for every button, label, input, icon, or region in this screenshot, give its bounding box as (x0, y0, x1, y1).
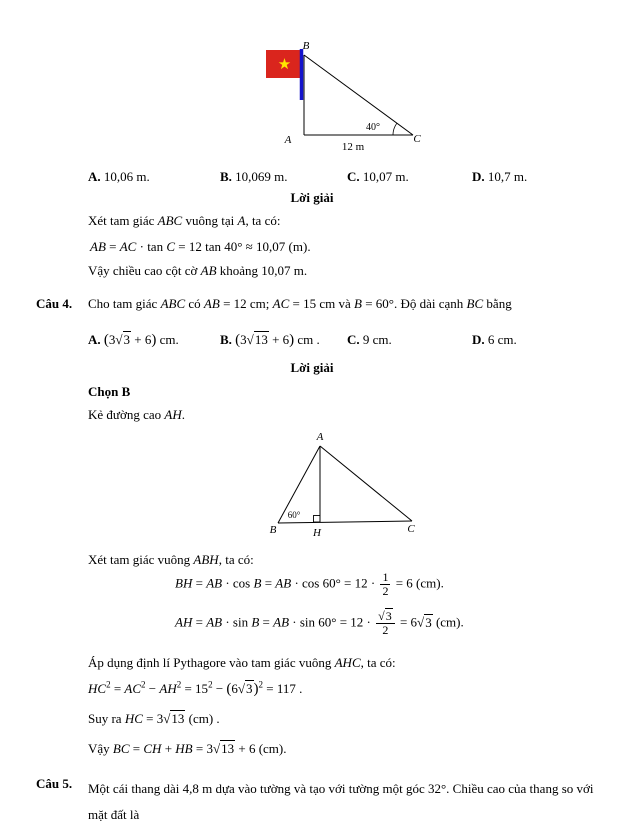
option-letter: D. (472, 332, 485, 347)
vertex-label-C: C (413, 133, 421, 145)
option-text: 10,06 m. (103, 169, 150, 184)
option-letter: D. (472, 169, 485, 184)
q3-solution-line1: Xét tam giác ABC vuông tại A, ta có: (88, 213, 281, 228)
vertex-label-B: B (302, 40, 310, 52)
q4-draw-altitude-line: Kẻ đường cao AH. (88, 407, 185, 422)
q3-answer-c (347, 169, 409, 185)
q4-answer-a (88, 332, 179, 349)
option-text: (3√3 + 6) cm. (103, 332, 179, 348)
vertex-label-B: B (269, 524, 277, 536)
q4-suyra-line: Suy ra HC = 3√13 (cm) . (88, 711, 220, 726)
q4-chosen-answer: Chọn B (88, 384, 131, 399)
option-letter: C. (347, 332, 360, 347)
option-letter: C. (347, 169, 360, 184)
q3-solution-formula: AB = AC · tan C = 12 tan 40° ≈ 10,07 (m). (90, 239, 311, 254)
q3-answer-a (88, 169, 150, 185)
vertex-label-A: A (316, 431, 324, 443)
q4-conclusion-line: Vậy BC = CH + HB = 3√13 + 6 (cm). (88, 741, 287, 756)
side-AC (320, 446, 412, 521)
q3-solution-heading: Lời giải (290, 190, 334, 205)
option-letter: A. (88, 169, 101, 184)
altitude-triangle-figure (253, 430, 438, 542)
vertex-label-C: C (407, 523, 415, 535)
q4-solution-line1: Xét tam giác vuông ABH, ta có: (88, 552, 254, 567)
vertex-label-A: A (284, 134, 292, 146)
base-BC (278, 521, 412, 523)
option-text: 10,069 m. (235, 169, 288, 184)
option-text: 6 cm. (487, 332, 517, 347)
q4-pythagore-line: Áp dụng định lí Pythagore vào tam giác vuông AHC, ta có: (88, 655, 396, 670)
q4-formula-AH: AH = AB · sin B = AB · sin 60° = 12 · $\frac{√3}{2}$ = 6√3 (cm). (175, 609, 464, 638)
star-icon: ★ (277, 57, 292, 73)
q4-question-text: Cho tam giác ABC có AB = 12 cm; AC = 15 cm và B = 60°. Độ dài cạnh BC bằng (88, 296, 512, 311)
option-letter: B. (220, 169, 232, 184)
q3-answer-b (220, 169, 288, 185)
q5-question-text: Một cái thang dài 4,8 m dựa vào tường và tạo với tường một góc 32°. Chiều cao của thang so với mặt đất là (88, 781, 594, 822)
option-text: 10,7 m. (487, 169, 528, 184)
option-letter: B. (220, 332, 232, 347)
angle-label-60: 60° (287, 510, 301, 520)
q3-solution-line3: Vậy chiều cao cột cờ AB khoảng 10,07 m. (88, 263, 308, 278)
vertex-label-H: H (313, 527, 321, 539)
option-text: (3√13 + 6) cm . (235, 332, 320, 348)
angle-arc-C (393, 123, 397, 135)
q5-number: Câu 5. (36, 776, 73, 791)
flagpole-triangle-figure (253, 33, 463, 158)
base-length-label: 12 m (341, 141, 365, 153)
q3-answer-d (472, 169, 527, 185)
q4-solution-heading: Lời giải (290, 360, 334, 375)
option-text: 9 cm. (362, 332, 392, 347)
q4-answer-d (472, 332, 517, 348)
q4-answer-b (220, 332, 320, 349)
option-text: 10,07 m. (362, 169, 409, 184)
angle-label-40: 40° (366, 122, 380, 133)
hypotenuse-BC (304, 55, 413, 135)
q4-answer-c (347, 332, 392, 348)
q4-number: Câu 4. (36, 296, 73, 311)
right-angle-mark (314, 516, 321, 523)
q4-formula-HC: $HC^2 = AC^2 - AH^2 = 15^2 - (6√3)^2 = 117$ . (88, 679, 303, 697)
q4-formula-BH: BH = AB · cos B = AB · cos 60° = 12 · $\frac{1}{2}$ = 6 (cm). (175, 570, 444, 599)
option-letter: A. (88, 332, 101, 347)
